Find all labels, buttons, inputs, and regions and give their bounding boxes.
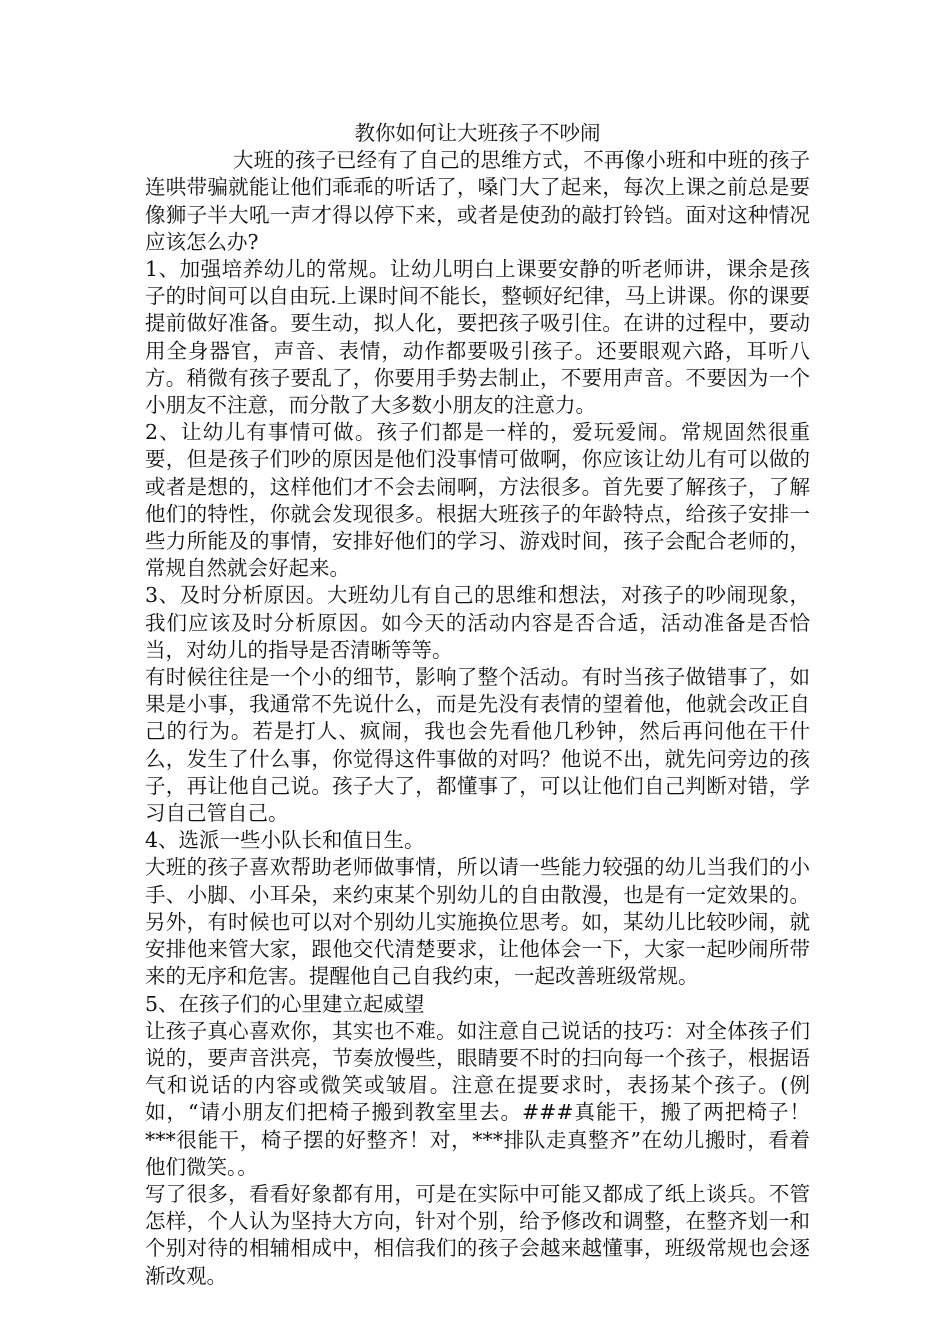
document-title: 教你如何让大班孩子不吵闹 — [354, 121, 601, 145]
paragraph: 3、及时分析原因。大班幼儿有自己的思维和想法，对孩子的吵闹现象，我们应该及时分析原因。如今天的活动内容是否合适，活动准备是否恰当，对幼儿的指导是否清晰等等。 — [145, 583, 810, 662]
paragraph: 写了很多，看看好象都有用，可是在实际中可能又都成了纸上谈兵。不管怎样，个人认为坚持大方向，针对个别，给予修改和调整，在整齐划一和个别对待的相辅相成中，相信我们的孩子会越来越懂事，班级常规也会逐渐改观。 — [145, 1181, 810, 1288]
paragraph: 大班的孩子已经有了自己的思维方式，不再像小班和中班的孩子连哄带骗就能让他们乖乖的听话了，嗓门大了起来，每次上课之前总是要像狮子半大吼一声才得以停下来，或者是使劲的敲打铃铛。面对这种情况应该怎么办? — [145, 148, 810, 254]
paragraph: 1、加强培养幼儿的常规。让幼儿明白上课要安静的听老师讲，课余是孩子的时间可以自由玩.上课时间不能长，整顿好纪律，马上讲课。你的课要提前做好准备。要生动，拟人化，要把孩子吸引住。在讲的过程中，要动用全身器官，声音、表情，动作都要吸引孩子。还要眼观六路，耳听八方。稍微有孩子要乱了，你要用手势去制止，不要用声音。不要因为一个小朋友不注意，而分散了大多数小朋友的注意力。 — [145, 257, 810, 418]
paragraph: 有时候往往是一个小的细节，影响了整个活动。有时当孩子做错事了，如果是小事，我通常不先说什么，而是先没有表情的望着他，他就会改正自己的行为。若是打人、疯闹，我也会先看他几秒钟，然后再问他在干什么，发生了什么事，你觉得这件事做的对吗？他说不出，就先问旁边的孩子，再让他自己说。孩子大了，都懂事了，可以让他们自己判断对错，学习自己管自己。 — [145, 665, 810, 826]
paragraph: 5、在孩子们的心里建立起威望 — [145, 991, 425, 1016]
paragraph: 大班的孩子喜欢帮助老师做事情，所以请一些能力较强的幼儿当我们的小手、小脚、小耳朵，来约束某个别幼儿的自由散漫，也是有一定效果的。另外，有时候也可以对个别幼儿实施换位思考。如，某幼儿比较吵闹，就安排他来管大家，跟他交代清楚要求，让他体会一下，大家一起吵闹所带来的无序和危害。提醒他自己自我约束，一起改善班级常规。 — [145, 855, 810, 989]
paragraph: 2、让幼儿有事情可做。孩子们都是一样的，爱玩爱闹。常规固然很重要，但是孩子们吵的原因是他们没事情可做啊，你应该让幼儿有可以做的或者是想的，这样他们才不会去闹啊，方法很多。首先要了解孩子，了解他们的特性，你就会发现很多。根据大班孩子的年龄特点，给孩子安排一些力所能及的事情，安排好他们的学习、游戏时间，孩子会配合老师的，常规自然就会好起来。 — [145, 420, 810, 581]
paragraph-list — [145, 147, 810, 1290]
document-body — [145, 120, 810, 1290]
paragraph: 让孩子真心喜欢你，其实也不难。如注意自己说话的技巧：对全体孩子们说的，要声音洪亮，节奏放慢些，眼睛要不时的扫向每一个孩子，根据语气和说话的内容或微笑或皱眉。注意在提要求时，表扬某个孩子。(例如，“请小朋友们把椅子搬到教室里去。###真能干，搬了两把椅子！***很能干，椅子摆的好整齐！对，***排队走真整齐”在幼儿搬时，看着他们微笑。。 — [145, 1018, 810, 1179]
paragraph: 4、选派一些小队长和值日生。 — [145, 828, 425, 853]
